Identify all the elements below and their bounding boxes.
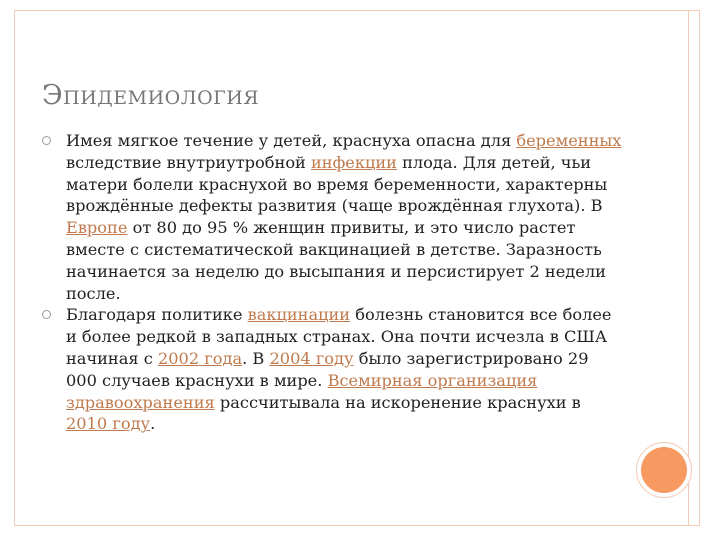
link-2002-goda[interactable]: 2002 года <box>157 348 243 368</box>
frame-divider-line <box>688 10 689 526</box>
link-vakcinacii[interactable]: вакцинации <box>247 305 351 325</box>
bullet-1-text-3: плода. Для детей, чьи матери болели краснухой во время беременности, характерны врождённые дефекты развития (чаще врождённая глухота). В <box>66 152 608 216</box>
link-2010-godu[interactable]: 2010 году <box>66 414 151 434</box>
title-first-letter: Э <box>42 80 64 111</box>
bullet-2-text-5: рассчитывала на искоренение краснухи в <box>214 392 581 412</box>
link-infekcii[interactable]: инфекции <box>311 152 397 172</box>
decorative-circle-fill <box>641 447 687 493</box>
bullet-2-text-6: . <box>150 414 156 434</box>
title-rest: ПИДЕМИОЛОГИЯ <box>63 87 260 109</box>
bullet-2-text-2: болезнь становится все более и более редкой в западных странах. Она почти исчезла в США начиная с <box>66 305 612 368</box>
page-title <box>42 80 259 111</box>
bullet-1-text-1: Имея мягкое течение у детей, краснуха опасна для <box>66 131 517 150</box>
bullet-2-text-3: . В <box>242 348 270 368</box>
bullet-list <box>42 130 622 435</box>
bullet-1-text-2: вследствие внутриутробной <box>66 152 311 172</box>
bullet-1-text-4: от 80 до 95 % женщин привиты, и это число растет вместе с систематической вакцинацией в детстве. Заразность начинается за неделю до высыпания и персистирует 2 недели после. <box>66 218 606 303</box>
bullet-circle-icon <box>42 136 51 145</box>
link-beremennyh[interactable]: беременных <box>516 131 622 150</box>
link-evrope[interactable]: Европе <box>66 218 128 238</box>
bullet-2-text-4: было зарегистрировано 29 000 случаев краснухи в мире. <box>66 348 589 390</box>
bullet-2-text-1: Благодаря политике <box>66 305 248 325</box>
link-2004-godu[interactable]: 2004 году <box>269 348 354 368</box>
bullet-circle-icon <box>42 310 51 319</box>
bullet-item-2 <box>42 304 622 435</box>
link-who[interactable]: Всемирная организация здравоохранения <box>66 370 538 412</box>
bullet-item-1 <box>42 130 622 304</box>
